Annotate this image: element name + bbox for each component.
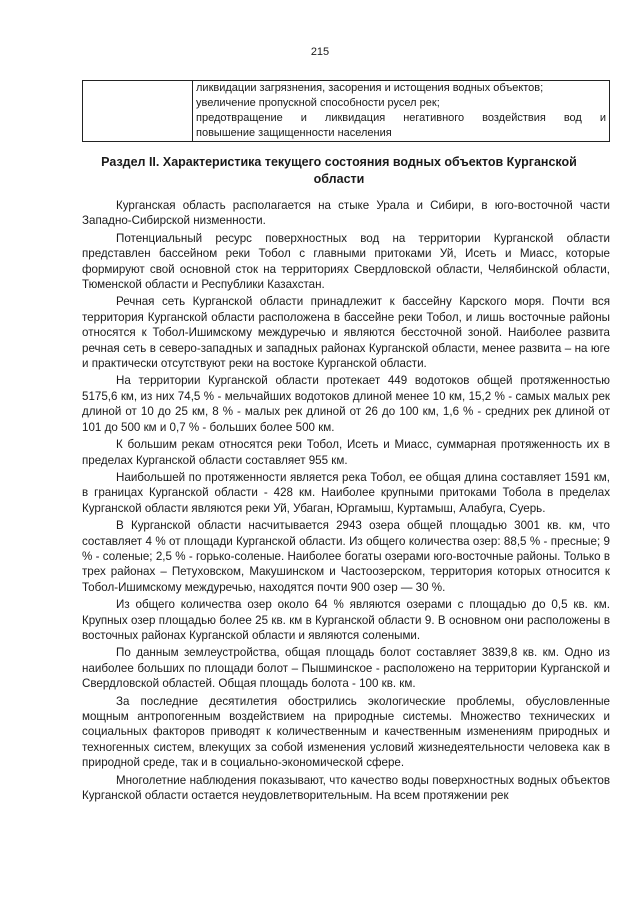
table-line: увеличение пропускной способности русел рек; (196, 97, 440, 109)
page-number: 215 (310, 46, 330, 58)
paragraph: Многолетние наблюдения показывают, что качество воды поверхностных водных объектов Курганской области остается неудовлетворительным. На всем протяжении рек (82, 773, 610, 803)
body-text (82, 198, 610, 805)
paragraph: Из общего количества озер около 64 % являются озерами с площадью до 0,5 кв. км. Крупных озер площадью более 25 кв. км в Курганской области 9. В основном они расположены в восточных районах Курганской области и являются солеными. (82, 598, 610, 642)
paragraph: Потенциальный ресурс поверхностных вод на территории Курганской области представлен бассейном реки Тобол с главными притоками Уй, Исеть и Миасс, которые формируют свой основной сток на территориях Свердловской области, Челябинской области, Тюменской области и Республики Казахстан. (82, 231, 610, 292)
table-text-cell (193, 81, 610, 142)
paragraph: Курганская область располагается на стыке Урала и Сибири, в юго-восточной части Западно-Сибирской низменности. (82, 199, 610, 228)
table-row (83, 81, 610, 142)
paragraph: К большим рекам относятся реки Тобол, Исеть и Миасс, суммарная протяженность их в пределах Курганской области составляет 955 км. (82, 438, 610, 467)
paragraph: На территории Курганской области протекает 449 водотоков общей протяженностью 5175,6 км, из них 74,5 % - мельчайших водотоков длиной менее 10 км, 15,2 % - самых малых рек длиной от 10 до 25 км, 8 % - малых рек длиной от 26 до 100 км, 1,6 % - средних рек длиной от 101 до 500 км и 0,7 % - больших более 500 км. (82, 374, 610, 434)
table-line: предотвращение и ликвидация негативного воздействия вод и (196, 112, 606, 124)
table-line: ликвидации загрязнения, засорения и истощения водных объектов; (196, 82, 544, 94)
paragraph: Наибольшей по протяженности является река Тобол, ее общая длина составляет 1591 км, в границах Курганской области - 428 км. Наиболее крупными притоками Тобола в пределах Курганской области являются реки Уй, Убаган, Юргамыш, Куртамыш, Алабуга, Суерь. (82, 470, 610, 515)
paragraph: За последние десятилетия обострились экологические проблемы, обусловленные мощным антропогенным воздействием на природные системы. Множество технических и социальных факторов приводят к количественным и качественным изменениям природных и техногенных систем, влекущих за собой изменения условий жизнедеятельности человека как в природной среде, так и в социально-экономической сфере. (82, 694, 610, 770)
paragraph: В Курганской области насчитывается 2943 озера общей площадью 3001 кв. км, что составляет 4 % от площади Курганской области. Из общего количества озер: 88,5 % - пресные; 9 % - соленые; 2,5 % - горько-соленые. Наиболее богаты озерами юго-восточные районы. Только в трех районах – Петуховском, Макушинском и Частоозерском, территория которых относится к Тобол-Ишимскому междуречью, находятся почти 900 озер — 30 %. (82, 519, 610, 594)
continuation-table (82, 80, 610, 142)
table-line: повышение защищенности населения (196, 127, 392, 139)
paragraph: Речная сеть Курганской области принадлежит к бассейну Карского моря. Почти вся территория Курганской области расположена в бассейне реки Тобол, и лишь восточные районы относятся к Тобол-Ишимскому междуречью и являются бессточной зоной. Наиболее развита речная сеть в северо-западных и западных районах Курганской области, менее развита – на юге и практически отсутствуют реки на востоке Курганской области. (82, 295, 610, 371)
table-empty-cell (83, 81, 193, 142)
section-title: Раздел II. Характеристика текущего состояния водных объектов Курганской области (101, 155, 577, 186)
paragraph: По данным землеустройства, общая площадь болот составляет 3839,8 кв. км. Одно из наиболее больших по площади болот – Пышминское - расположено на территории Курганской и Свердловской областей. Общая площадь болота - 100 кв. км. (82, 646, 610, 691)
